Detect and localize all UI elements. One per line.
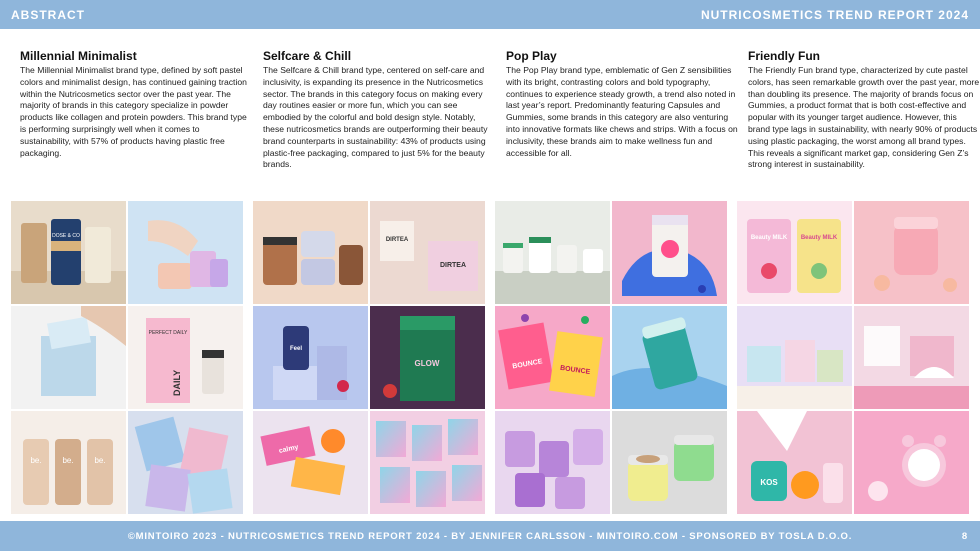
product-photo-blue-jar [612, 201, 727, 304]
product-photo-purple-jars [495, 411, 610, 514]
be-label: be. [62, 456, 74, 465]
product-photo-bounce [495, 306, 610, 409]
beauty-milk-label: Beauty MILK [750, 235, 788, 241]
photo-grid-friendly-fun [737, 201, 969, 520]
product-photo-gradient-sachets [370, 411, 485, 514]
product-photo-pink-jar [854, 201, 969, 304]
dirtea-label: DIRTEA [439, 262, 467, 269]
product-photo-glow-box [370, 306, 485, 409]
column-body: The Selfcare & Chill brand type, centered on self-care and inclusivity, is expanding its presence in the Nutricosmetics sector. The brands in this category focus on making every day routines easier or more fun, which you can see embodied by the colorful and bold design style. Notably, these nutricosmetics brands are outperforming their beauty brand counterparts in sustainability: 43% of products using plastic-free packaging, compared to just 5% for the beauty brands. [263, 65, 488, 170]
photo-grid-pop-play [495, 201, 727, 520]
product-photo-jars [11, 201, 126, 304]
product-photo-shelf-jars [495, 201, 610, 304]
column-pop-play [506, 49, 738, 159]
product-photo-teal-jar [612, 306, 727, 409]
header-bar [0, 0, 980, 29]
product-photo-beauty-milk [737, 201, 852, 304]
glow-label: GLOW [414, 359, 440, 368]
product-photo-be-tubes [11, 411, 126, 514]
bounce-label: BOUNCE [559, 364, 591, 377]
photo-grid-selfcare-chill [253, 201, 485, 520]
footer-credit: ©MINTOIRO 2023 - NUTRICOSMETICS TREND REPORT 2024 - BY JENNIFER CARLSSON - MINTOIRO.COM - SPONSORED BY TOSLA D.O.O. [127, 530, 853, 542]
calmy-label: calmy [278, 443, 300, 455]
beauty-milk-label: Beauty MILK [800, 235, 838, 241]
kos-label: KOS [760, 478, 778, 487]
daily-label: DAILY [172, 369, 182, 396]
be-label: be. [30, 456, 42, 465]
bounce-label: BOUNCE [511, 358, 544, 371]
product-photo-calmy [253, 411, 368, 514]
perfect-daily-label: PERFECT DAILY [148, 330, 188, 336]
report-title: NUTRICOSMETICS TREND REPORT 2024 [700, 7, 969, 22]
column-friendly-fun [748, 49, 980, 171]
product-photo-pastel-boxes [128, 201, 243, 304]
product-photo-sachets [128, 411, 243, 514]
footer-bar [0, 521, 980, 551]
column-body: The Millennial Minimalist brand type, defined by soft pastel colors and minimalist design, has continued gaining traction within the Nutricosmetics sector over the past year. The majority of brands in this category specialize in powder products like collagen and protein powders. This brand type is performing surprisingly well when it comes to sustainability, with 57% of products having plastic free packaging. [20, 65, 247, 158]
dirtea-label: DIRTEA [385, 237, 409, 243]
product-photo-capsule-jars [612, 411, 727, 514]
column-body: The Friendly Fun brand type, characterized by cute pastel colors, has seen remarkable growth over the past year, more than doubling its presence. The majority of brands focus on Gummies, a product format that is both cost-effective and popular with its younger target audience. However, this brand type lags in sustainability, with nearly 90% of products using plastic packaging, the worst among all brand types. This reveals a significant market gap, considering Gen Z’s strong interest in sustainability. [748, 65, 980, 170]
column-body: The Pop Play brand type, emblematic of Gen Z sensibilities with its bright, contrasting colors and bold typography, continues to experience steady growth, a trend also noted in last year’s report. Predominantly featuring Capsules and Gummies, some brands in this category are also venturing into innovative formats like chews and strips. With a focus on inclusivity, these brands aim to make wellness fun and accessible for all. [506, 65, 738, 158]
product-photo-daily [128, 306, 243, 409]
product-photo-jars-stack [253, 201, 368, 304]
column-title: Friendly Fun [748, 49, 820, 63]
column-title: Millennial Minimalist [20, 49, 137, 63]
product-photo-dirtea [370, 201, 485, 304]
column-selfcare-chill [263, 49, 495, 171]
product-photo-box-hand [11, 306, 126, 409]
be-label: be. [94, 456, 106, 465]
section-label: ABSTRACT [11, 7, 85, 22]
page-number: 8 [961, 530, 968, 542]
photo-grid-millennial-minimalist [11, 201, 243, 520]
feel-label: Feel [289, 346, 303, 352]
column-title: Pop Play [506, 49, 557, 63]
product-photo-pink-display [854, 306, 969, 409]
product-photo-alarm-clock [854, 411, 969, 514]
column-millennial-minimalist [20, 49, 252, 159]
product-photo-feel [253, 306, 368, 409]
product-photo-boxes-stand [737, 306, 852, 409]
product-photo-kos [737, 411, 852, 514]
column-title: Selfcare & Chill [263, 49, 352, 63]
dose-label: DOSE & CO [52, 233, 80, 239]
